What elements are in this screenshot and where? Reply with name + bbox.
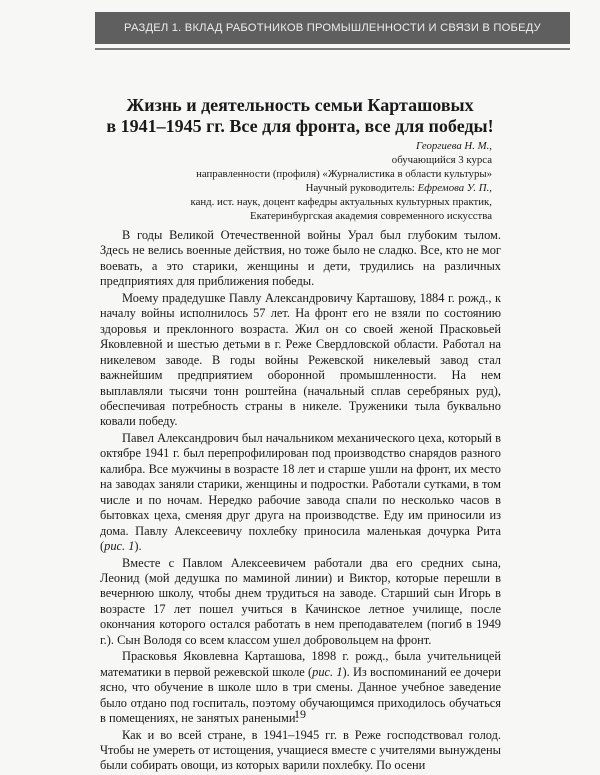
author-name: Георгиева Н. М.,: [416, 140, 492, 152]
section-title: РАЗДЕЛ 1. ВКЛАД РАБОТНИКОВ ПРОМЫШЛЕННОСТИ И СВЯЗИ В ПОБЕДУ: [124, 22, 541, 34]
paragraph: Прасковья Яковлевна Карташова, 1898 г. рожд., была учительницей математики в первой режевской школе (рис. 1). Из воспоминаний ее дочери ясно, что обучение в школе шло в три смены. Данное учебное заведение было отдано под госпиталь, поэтому обучающимся приходилось обучаться в помещениях, не занятых ранеными.: [100, 649, 502, 726]
supervisor-line: [306, 181, 492, 195]
institution: Екатеринбургская академия современного искусства: [250, 210, 492, 222]
paragraph: В годы Великой Отечественной войны Урал был глубоким тылом. Здесь не велись военные действия, но тоже было не сладко. Все, кто не мог воевать, а это старики, женщины и дети, трудились на различных предприятиях для приближения победы.: [100, 228, 501, 289]
paragraph: Моему прадедушке Павлу Александровичу Карташову, 1884 г. рожд., к началу войны исполнилось 57 лет. На фронт его не взяли по состоянию здоровья и преклонного возраста. Жил он со своей женой Прасковьей Яковлевной и шестью детьми в г. Реже Свердловской области. Работал на никелевом заводе. В годы войны Режевской никелевый завод стал важнейшим предприятием оборонной промышленности. На нем выплавляли тысячи тонн роштейна (начальный сплав серебряных руд), обеспечивая потребность страны в никеле. Труженики тыла буквально ковали победу.: [100, 290, 501, 429]
paragraph: Вместе с Павлом Алексеевичем работали два его средних сына, Леонид (мой дедушка по маминой линии) и Виктор, которые перешли в вечернюю школу, чтобы днем трудиться на заводе. Старший сын Игорь в возрасте 17 лет пошел учиться в Качинское летное училище, после окончания которого остался работать в нем преподавателем (погиб в 1949 г.). Сын Володя со всем классом ушел добровольцем на фронт.: [100, 555, 501, 647]
header-divider: [95, 48, 570, 50]
author-status: обучающийся 3 курса: [391, 154, 492, 166]
page-number: 19: [294, 707, 306, 721]
article-body: [100, 228, 501, 775]
paragraph: Павел Александрович был начальником механического цеха, который в октябре 1941 г. был перепрофилирован под производство снарядов разного калибра. Все мужчины в возрасте 18 лет и старше ушли на фронт, их место на заводах заняли старики, женщины и подростки. Работали сутками, в том числе и по ночам. Нередко рабочие завода спали по несколько часов в бытовках цеха, сменяя друг друга на производстве. Еду им приносили из дома. Павлу Алексеевичу похлебку приносила маленькая дочурка Рита (рис. 1).: [100, 430, 501, 554]
article-title-line-1: Жизнь и деятельность семьи Карташовых: [126, 95, 474, 115]
paragraph: Как и во всей стране, в 1941–1945 гг. в Реже господствовал голод. Чтобы не умереть от истощения, учащиеся вместе с учителями вынуждены были собирать овощи, из которых варили похлебку. По осени: [100, 727, 501, 773]
author-program: направленности (профиля) «Журналистика в области культуры»: [196, 168, 492, 180]
running-header: [95, 12, 570, 44]
supervisor-degree: канд. ист. наук, доцент кафедры актуальных культурных практик,: [190, 196, 492, 208]
article-title-line-2: в 1941–1945 гг. Все для фронта, все для победы!: [106, 116, 494, 136]
supervisor-name: Ефремова У. П.,: [417, 182, 492, 194]
supervisor-label: Научный руководитель:: [305, 182, 415, 194]
